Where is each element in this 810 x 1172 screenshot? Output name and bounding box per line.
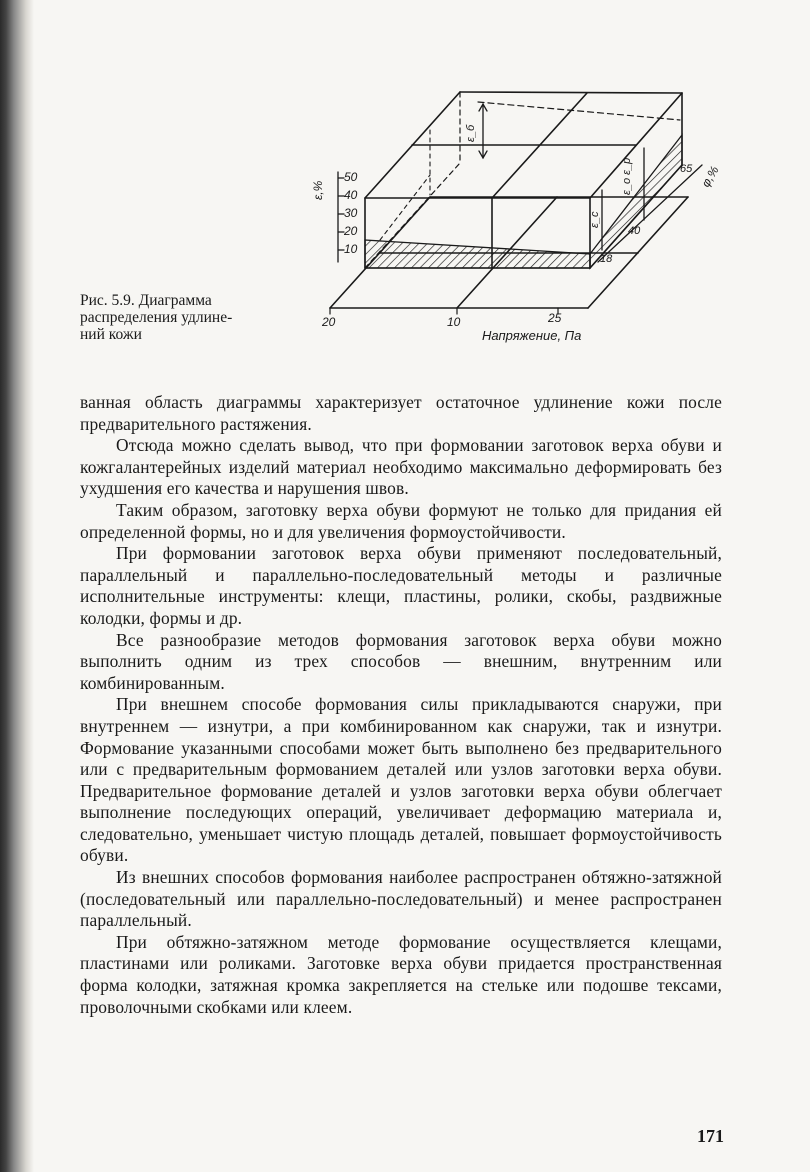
paragraph: При внешнем способе формования силы прикладываются снаружи, при внутреннем — изнутри, а при комбинированном как снаружи, так и изнутри. Формование указанными способами может быть выполнено без предварительного или с предварительным формованием деталей или узлов заготовки верха обуви. Предварительное формование деталей и узлов заготовки верха обуви облегчает выполнение последующих операций, увеличивает деформацию материала и, следовательно, уменьшает чистую площадь деталей, повышает формоустойчивость обуви. <box>80 694 722 866</box>
paragraph: ванная область диаграммы характеризует остаточное удлинение кожи после предварительного растяжения. <box>80 392 722 434</box>
box-back-dashed-curve <box>478 102 680 120</box>
box-inner-dashed <box>380 175 430 240</box>
depth-axis-label: φ,% <box>698 163 722 190</box>
hatched-side-band <box>590 135 682 268</box>
x-tick-label: 25 <box>548 311 562 325</box>
y-tick-label: 30 <box>344 206 358 220</box>
paragraph: Таким образом, заготовку верха обуви формуют не только для придания ей определенной формы, но и для увеличения формоустойчивости. <box>80 499 722 542</box>
paragraph: При обтяжно-затяжном методе формование осуществляется клещами, пластинами или роликами. Заготовке верха обуви придается пространственная форма колодки, затяжная кромка закрепляется на стельке или подошве тексами, проволочными скобками или клеем. <box>80 931 722 1017</box>
x-axis-label: Напряжение, Па <box>482 328 582 343</box>
body-text <box>80 392 722 1018</box>
caption-line: распределения удлине- <box>80 309 233 326</box>
y-tick-label: 40 <box>344 188 358 202</box>
figure-caption <box>80 292 288 343</box>
caption-line: Рис. 5.9. Диаграмма <box>80 292 212 309</box>
paragraph: Все разнообразие методов формования заготовок верха обуви можно выполнить одним из трех способов — внешним, внутренним или комбинированным. <box>80 629 722 693</box>
paragraph: Из внешних способов формования наиболее распространен обтяжно-затяжной (последовательный или параллельно-последовательный) и менее распространен параллельный. <box>80 867 722 931</box>
eps-o-eps-p-label: ε_о ε_р <box>621 157 633 195</box>
eps-b-label: ε_б <box>465 124 477 142</box>
depth-tick-label: 18 <box>600 253 613 265</box>
x-tick-label: 10 <box>447 315 461 329</box>
elongation-diagram <box>300 80 740 350</box>
y-tick-label: 50 <box>344 170 358 184</box>
hatched-front-band <box>365 240 590 268</box>
y-tick-label: 20 <box>344 224 358 238</box>
box-top-back-edge <box>460 92 682 93</box>
x-tick-label: 20 <box>322 315 336 329</box>
eps-c-label: ε_с <box>589 211 601 228</box>
depth-tick-label: 40 <box>628 225 641 237</box>
page-number: 171 <box>697 1126 724 1146</box>
paragraph: При формовании заготовок верха обуви применяют последовательный, параллельный и параллельно-последовательный методы и различные исполнительные инструменты: клещи, пластины, ролики, скобы, раздвижные колодки, формы и др. <box>80 543 722 628</box>
y-tick-label: 10 <box>344 242 358 256</box>
depth-tick-label: 65 <box>680 163 693 175</box>
y-axis-label: ε,% <box>311 180 325 200</box>
caption-line: ний кожи <box>80 326 142 343</box>
paragraph: Отсюда можно сделать вывод, что при формовании заготовок верха обуви и кожгалантерейных изделий материал необходимо максимально деформировать без ухудшения его качества и нарушения швов. <box>80 435 722 499</box>
book-binding-shadow <box>0 0 34 1172</box>
